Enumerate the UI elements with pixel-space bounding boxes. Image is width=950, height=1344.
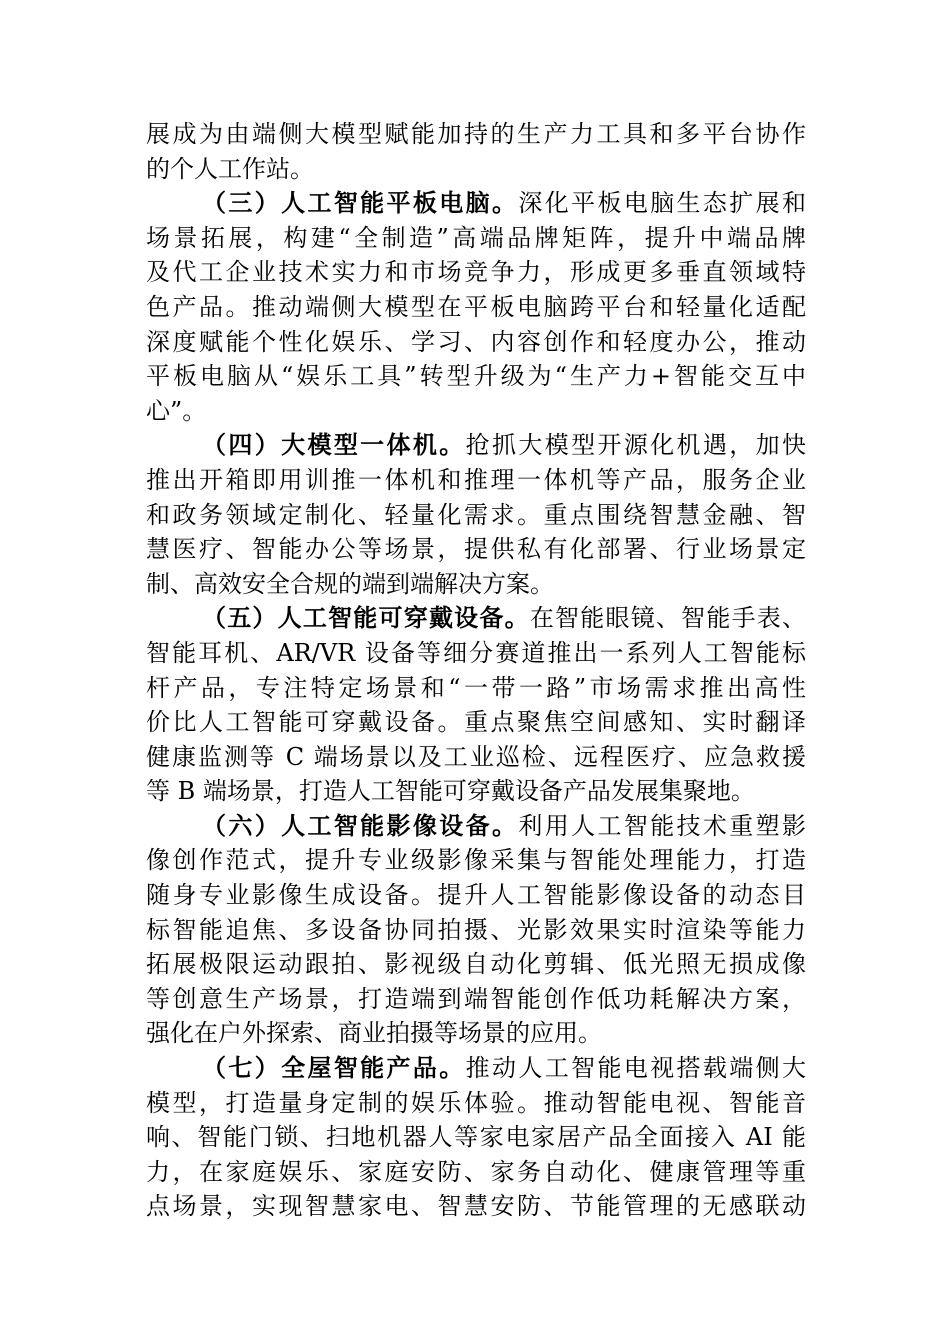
paragraph-first-line	[146, 1051, 806, 1086]
paragraph-continuation	[146, 117, 806, 186]
text-line: 心”。	[146, 396, 207, 425]
section-heading: （五）人工智能可穿戴设备。	[202, 603, 530, 633]
text-run: 深化平板电脑生态扩展和	[518, 189, 807, 218]
text-line: 价比人工智能可穿戴设备。重点聚焦空间感知、实时翻译	[146, 708, 806, 737]
paragraph-first-line	[146, 809, 806, 844]
text-line: 点场景，实现智慧家电、智慧安防、节能管理的无感联动	[146, 1192, 806, 1221]
paragraph-first-line	[146, 186, 806, 221]
section-heading: （四）大模型一体机。	[202, 430, 466, 460]
text-line: 深度赋能个性化娱乐、学习、内容创作和轻度办公，推动	[146, 327, 806, 356]
paragraph-first-line	[146, 428, 806, 463]
text-line: 慧医疗、智能办公等场景，提供私有化部署、行业场景定	[146, 535, 806, 564]
text-line: 像创作范式，提升专业级影像采集与智能处理能力，打造	[146, 846, 806, 875]
text-line: 响、智能门锁、扫地机器人等家电家居产品全面接入 AI 能	[146, 1123, 806, 1152]
text-line: 智能耳机、AR/VR 设备等细分赛道推出一系列人工智能标	[146, 638, 806, 667]
section-heading: （三）人工智能平板电脑。	[202, 188, 519, 218]
section-heading: （六）人工智能影像设备。	[202, 810, 519, 840]
paragraph-wearables	[146, 601, 806, 809]
text-line: 强化在户外探索、商业拍摄等场景的应用。	[146, 1019, 602, 1048]
paragraph-imaging	[146, 809, 806, 1051]
paragraph-first-line	[146, 601, 806, 636]
text-run: 在智能眼镜、智能手表、	[529, 604, 807, 633]
text-line: 杆产品，专注特定场景和“一带一路”市场需求推出高性	[146, 673, 806, 702]
text-line: 等创意生产场景，打造端到端智能创作低功耗解决方案，	[146, 984, 806, 1013]
text-line: 平板电脑从“娱乐工具”转型升级为“生产力+智能交互中	[146, 362, 806, 391]
text-line: 推出开箱即用训推一体机和推理一体机等产品，服务企业	[146, 465, 806, 494]
text-line: 随身专业影像生成设备。提升人工智能影像设备的动态目	[146, 881, 806, 910]
text-line: 色产品。推动端侧大模型在平板电脑跨平台和轻量化适配	[146, 292, 806, 321]
text-run: 抢抓大模型开源化机遇，加快	[465, 431, 807, 460]
text-line: 标智能追焦、多设备协同拍摄、光影效果实时渲染等能力	[146, 915, 806, 944]
text-line: 场景拓展，构建“全制造”高端品牌矩阵，提升中端品牌	[146, 223, 806, 252]
text-line: 的个人工作站。	[146, 154, 314, 183]
text-line: 和政务领域定制化、轻量化需求。重点围绕智慧金融、智	[146, 500, 806, 529]
text-line: 模型，打造量身定制的娱乐体验。推动智能电视、智能音	[146, 1088, 806, 1117]
text-line: 及代工企业技术实力和市场竞争力，形成更多垂直领域特	[146, 258, 806, 287]
text-line: 制、高效安全合规的端到端解决方案。	[146, 569, 554, 598]
text-run: 利用人工智能技术重塑影	[518, 811, 807, 840]
text-line: 展成为由端侧大模型赋能加持的生产力工具和多平台协作	[146, 120, 806, 148]
text-run: 推动人工智能电视搭载端侧大	[465, 1054, 807, 1083]
text-line: 健康监测等 C 端场景以及工业巡检、远程医疗、应急救援	[146, 742, 806, 771]
section-heading: （七）全屋智能产品。	[202, 1053, 466, 1083]
text-line: 力，在家庭娱乐、家庭安防、家务自动化、健康管理等重	[146, 1157, 806, 1186]
text-line: 拓展极限运动跟拍、影视级自动化剪辑、低光照无损成像	[146, 950, 806, 979]
paragraph-smart-home	[146, 1051, 806, 1224]
text-line: 等 B 端场景，打造人工智能可穿戴设备产品发展集聚地。	[146, 777, 755, 806]
paragraph-tablet	[146, 186, 806, 428]
document-page	[146, 117, 806, 1224]
paragraph-all-in-one	[146, 428, 806, 601]
